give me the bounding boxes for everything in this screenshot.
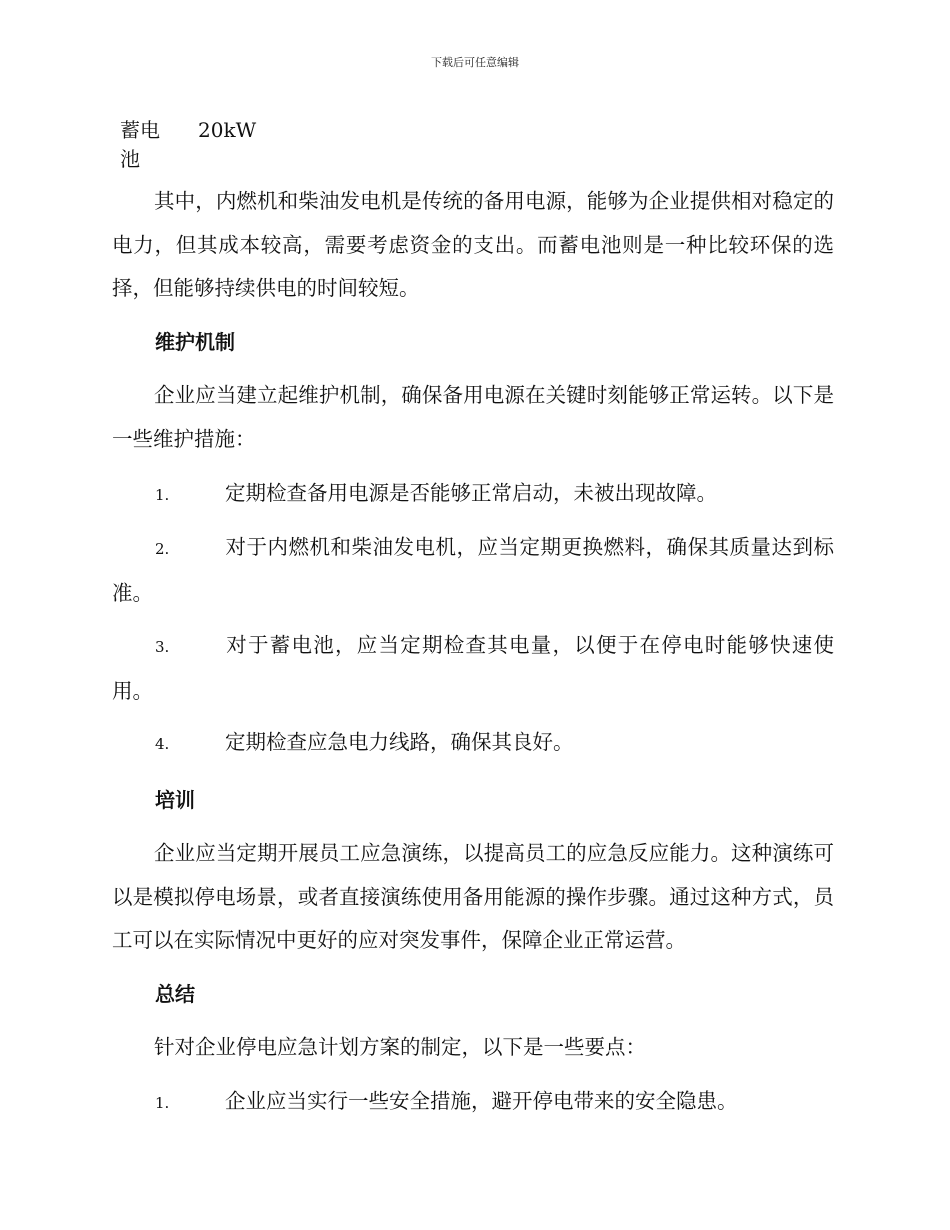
paragraph-training: 企业应当定期开展员工应急演练，以提高员工的应急反应能力。这种演练可以是模拟停电场景，或者直接演练使用备用能源的操作步骤。通过这种方式，员工可以在实际情况中更好的应对突发事件，保障企业正常运营。	[112, 841, 834, 952]
table-cell-source-name: 蓄电池	[120, 118, 160, 171]
list-item-number: 2.	[155, 540, 170, 558]
heading-summary: 总结	[155, 982, 195, 1006]
list-item-text: 对于内燃机和柴油发电机，应当定期更换燃料，确保其质量达到标准。	[112, 535, 834, 605]
maintenance-list-item	[112, 526, 834, 615]
list-item-number: 3.	[155, 638, 170, 656]
page-header-note: 下载后可任意编辑	[431, 56, 519, 69]
paragraph-backup-sources: 其中，内燃机和柴油发电机是传统的备用电源，能够为企业提供相对稳定的电力，但其成本较高，需要考虑资金的支出。而蓄电池则是一种比较环保的选择，但能够持续供电的时间较短。	[112, 189, 834, 300]
summary-list-item	[112, 1080, 834, 1126]
list-item-number: 4.	[155, 735, 170, 753]
paragraph-summary-intro: 针对企业停电应急计划方案的制定，以下是一些要点：	[154, 1035, 646, 1059]
list-item-text: 定期检查应急电力线路，确保其良好。	[225, 730, 574, 754]
maintenance-list-item	[112, 721, 834, 767]
maintenance-list-item	[112, 624, 834, 713]
list-item-text: 企业应当实行一些安全措施，避开停电带来的安全隐患。	[225, 1089, 738, 1113]
list-item-number: 1.	[155, 486, 170, 504]
list-item-text: 定期检查备用电源是否能够正常启动，未被出现故障。	[225, 481, 717, 505]
list-item-text: 对于蓄电池，应当定期检查其电量，以便于在停电时能够快速使用。	[112, 633, 834, 703]
heading-maintenance: 维护机制	[155, 330, 235, 354]
heading-training: 培训	[155, 788, 195, 812]
paragraph-maintenance-intro: 企业应当建立起维护机制，确保备用电源在关键时刻能够正常运转。以下是一些维护措施：	[112, 383, 834, 451]
table-cell-capacity: 20kW	[198, 118, 257, 142]
list-item-number: 1.	[155, 1094, 170, 1112]
maintenance-list-item	[112, 472, 834, 518]
